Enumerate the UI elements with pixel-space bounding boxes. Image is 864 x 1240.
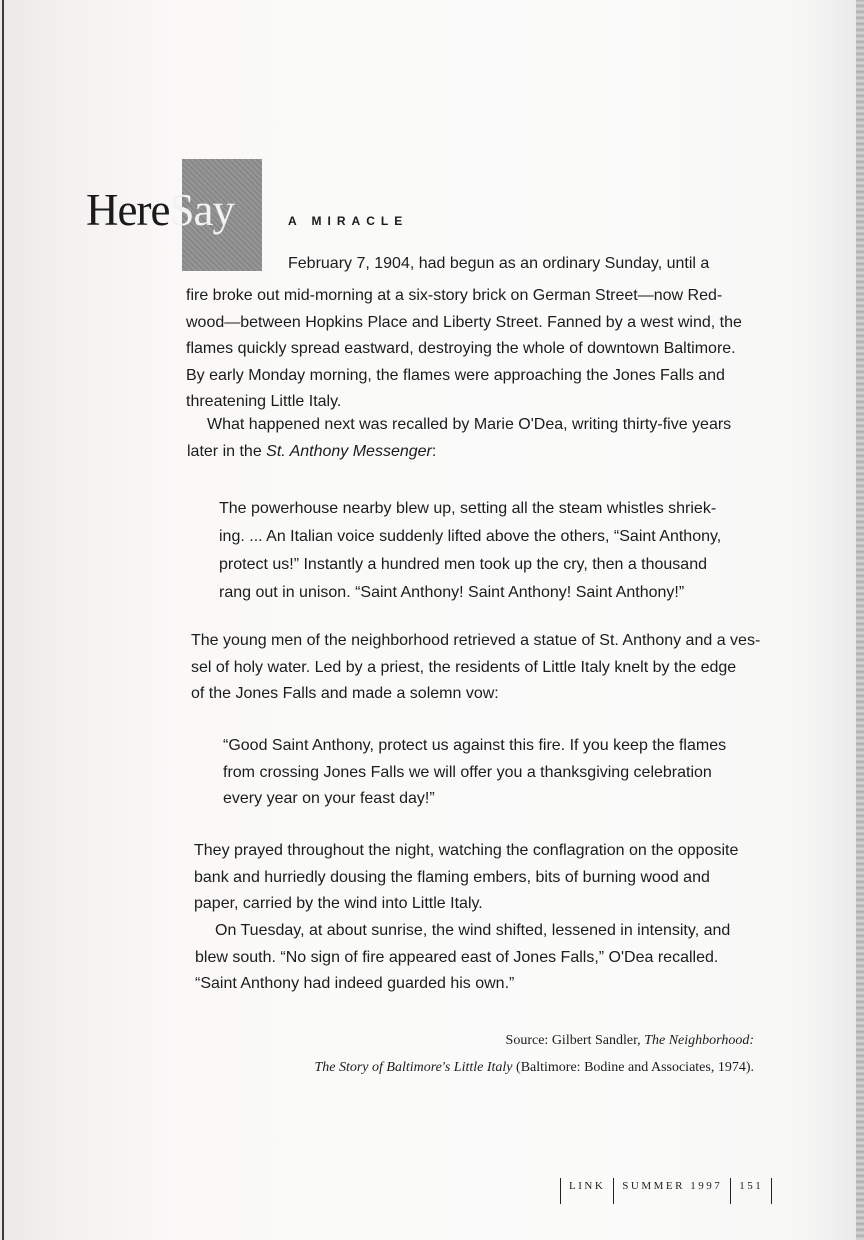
text-line: “Saint Anthony had indeed guarded his own.”	[195, 975, 515, 992]
paragraph-5	[195, 918, 730, 998]
text-line: from crossing Jones Falls we will offer you a thanksgiving celebration	[223, 763, 712, 781]
citation-line-2	[314, 1054, 754, 1081]
paragraph-1	[186, 283, 742, 416]
paragraph-1-first-line	[288, 251, 709, 278]
text-line: of the Jones Falls and made a solemn vow:	[191, 685, 499, 702]
citation-line-1	[314, 1027, 754, 1054]
block-quote-2	[223, 733, 726, 813]
text-line: “Good Saint Anthony, protect us against this fire. If you keep the flames	[223, 737, 727, 754]
text-line: threatening Little Italy.	[186, 393, 342, 410]
text-line: wood—between Hopkins Place and Liberty Street. Fanned by a west wind, the	[186, 313, 742, 331]
footer-page-number: 151	[730, 1178, 772, 1204]
text-line: fire broke out mid-morning at a six-story brick on German Street—now Red-	[186, 287, 723, 304]
book-title-part-2: The Story of Baltimore's Little Italy	[314, 1060, 513, 1075]
page-edge-left	[2, 0, 4, 1240]
text-line: blew south. “No sign of fire appeared east of Jones Falls,” O'Dea recalled.	[195, 948, 719, 966]
logo-say: Say	[169, 185, 234, 235]
paragraph-2	[187, 412, 731, 465]
book-title-part-1: The Neighborhood:	[644, 1033, 754, 1048]
text-line: The young men of the neighborhood retrieved a statue of St. Anthony and a ves-	[191, 632, 761, 649]
section-kicker: A MIRACLE	[288, 214, 409, 228]
text-line: ing. ... An Italian voice suddenly lifted above the others, “Saint Anthony,	[219, 528, 722, 545]
text-line: sel of holy water. Led by a priest, the residents of Little Italy knelt by the edge	[191, 658, 737, 676]
text-line: flames quickly spread eastward, destroying the whole of downtown Baltimore.	[186, 340, 736, 357]
source-citation	[314, 1027, 754, 1081]
text-line: By early Monday morning, the flames were approaching the Jones Falls and	[186, 366, 725, 384]
publication-title: St. Anthony Messenger	[266, 442, 432, 460]
block-quote-1	[219, 495, 721, 607]
text-line: What happened next was recalled by Marie O'Dea, writing thirty-five years	[207, 416, 732, 433]
footer-publication: LINK	[560, 1178, 613, 1204]
logo-here: Here	[86, 185, 170, 235]
paragraph-3	[191, 628, 760, 708]
text-span: :	[431, 442, 437, 460]
text-line: February 7, 1904, had begun as an ordinary Sunday, until a	[288, 255, 710, 272]
text-line: every year on your feast day!”	[223, 790, 435, 807]
text-line: paper, carried by the wind into Little Italy.	[194, 895, 483, 912]
text-line	[187, 439, 731, 466]
footer-issue: SUMMER 1997	[613, 1178, 730, 1204]
citation-prefix: Source: Gilbert Sandler,	[505, 1033, 645, 1048]
citation-suffix: (Baltimore: Bodine and Associates, 1974).	[512, 1060, 754, 1075]
text-line: protect us!” Instantly a hundred men took up the cry, then a thousand	[219, 556, 707, 573]
page-footer	[560, 1178, 772, 1206]
paragraph-4	[194, 838, 738, 918]
heresay-logo	[86, 184, 234, 236]
text-span: later in the	[187, 442, 267, 460]
text-line: On Tuesday, at about sunrise, the wind shifted, lessened in intensity, and	[215, 922, 731, 939]
text-line: They prayed throughout the night, watching the conflagration on the opposite	[194, 842, 739, 859]
text-line: The powerhouse nearby blew up, setting all the steam whistles shriek-	[219, 500, 717, 517]
text-line: bank and hurriedly dousing the flaming embers, bits of burning wood and	[194, 868, 710, 886]
text-line: rang out in unison. “Saint Anthony! Saint Anthony! Saint Anthony!”	[219, 584, 685, 601]
page-edge-right	[856, 0, 864, 1240]
